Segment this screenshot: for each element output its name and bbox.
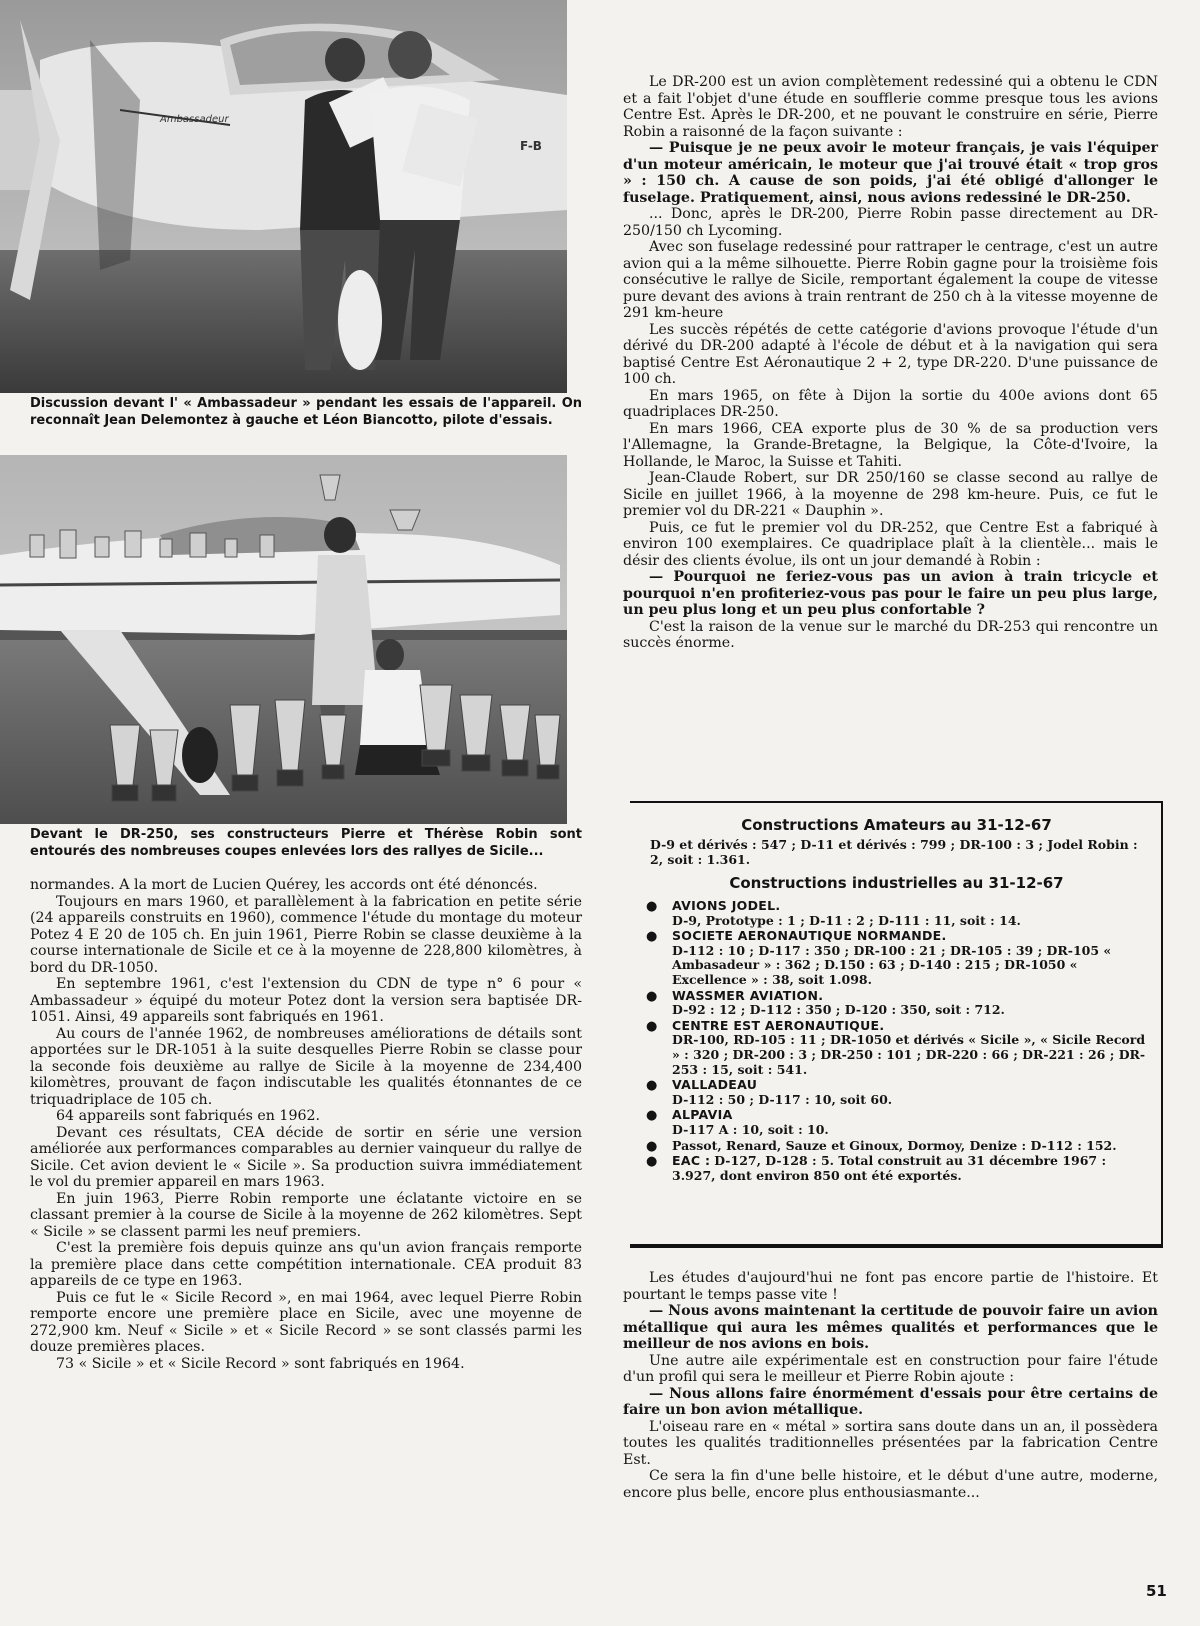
paragraph: Devant ces résultats, CEA décide de sortir en série une version améliorée aux performances comparables au dernier vainqueur du rallye de Sicile. Cet avion devient le « Sicile ». Sa production suivra immédiatement le vol du premier appareil en mars 1963. — [30, 1124, 582, 1190]
company-details: D-112 : 10 ; D-117 : 350 ; DR-100 : 21 ; DR-105 : 39 ; DR-105 « Ambasadeur » : 362 ; D.150 : 63 ; D-140 : 215 ; DR-1050 « Excellence » : 38, soit 1.098. — [672, 942, 1112, 987]
paragraph: En mars 1966, CEA exporte plus de 30 % de sa production vers l'Allemagne, la Grande-Bretagne, la Belgique, la Côte-d'Ivoire, la Hollande, le Maroc, la Suisse et Tahiti. — [623, 420, 1158, 470]
paragraph: En mars 1965, on fête à Dijon la sortie du 400e avions dont 65 quadriplaces DR-250. — [623, 387, 1158, 420]
production-statistics-box — [630, 801, 1163, 1248]
paragraph: Au cours de l'année 1962, de nombreuses améliorations de détails sont apportées sur le DR-1051 à la suite desquelles Pierre Robin se classe pour la seconde fois deuxième au rallye de Sicile à la moyenne de 234,400 kilomètres, prouvant de façon indiscutable les qualités étonnantes de ce triquadriplace de 105 ch. — [30, 1025, 582, 1108]
paragraph: Puis, ce fut le premier vol du DR-252, que Centre Est a fabriqué à environ 100 exemplaires. Ce quadriplace plaît à la clientèle... mais le désir des clients évolue, ils ont un jour demandé à Robin : — [623, 519, 1158, 569]
company-name: EAC : — [672, 1153, 711, 1169]
photo1-caption: Discussion devant l' « Ambassadeur » pendant les essais de l'appareil. On reconnaît Jean Delemontez à gauche et Léon Biancotto, pilote d'essais. — [30, 396, 582, 428]
left-column-text — [30, 877, 582, 1372]
paragraph: Toujours en mars 1960, et parallèlement à la fabrication en petite série (24 appareils construits en 1960), commence l'étude du montage du moteur Potez 4 E 20 de 105 ch. En juin 1961, Pierre Robin se classe deuxième à la course internationale de Sicile et ce à la moyenne de 228,800 kilomètres, à bord du DR-1050. — [30, 893, 582, 976]
company-details: D-92 : 12 ; D-112 : 350 ; D-120 : 350, soit : 712. — [672, 1002, 1005, 1018]
paragraph: Puis ce fut le « Sicile Record », en mai 1964, avec lequel Pierre Robin remporte encore une première place en Sicile, avec une moyenne de 272,900 km. Neuf « Sicile » et « Sicile Record » se sont classés parmi les douze premières places. — [30, 1289, 582, 1355]
bullet-icon: ● — [646, 988, 658, 1004]
bullet-icon: ● — [646, 1018, 658, 1034]
list-item — [644, 1139, 1149, 1154]
paragraph: C'est la raison de la venue sur le marché du DR-253 qui rencontre un succès énorme. — [623, 618, 1158, 651]
company-details: D-112 : 50 ; D-117 : 10, soit 60. — [672, 1091, 893, 1107]
paragraph: Jean-Claude Robert, sur DR 250/160 se classe second au rallye de Sicile en juillet 1966, à la moyenne de 298 km-heure. Puis, ce fut le premier vol du DR-221 « Dauphin ». — [623, 470, 1158, 519]
company-name: WASSMER AVIATION. — [672, 987, 824, 1003]
photo2-caption: Devant le DR-250, ses constructeurs Pierre et Thérèse Robin sont entourés des nombreuses coupes enlevées lors des rallyes de Sicile... — [30, 827, 582, 859]
paragraph: Les études d'aujourd'hui ne font pas encore partie de l'histoire. Et pourtant le temps passe vite ! — [623, 1270, 1158, 1303]
right-column-top-text — [623, 74, 1158, 652]
bullet-icon: ● — [646, 899, 658, 914]
photo-ambassadeur-discussion — [0, 0, 567, 393]
paragraph: C'est la première fois depuis quinze ans qu'un avion français remporte la première place dans cette compétition internationale. CEA produit 83 appareils de ce type en 1963. — [30, 1240, 582, 1289]
bullet-icon: ● — [646, 1154, 658, 1170]
amateurs-heading: Constructions Amateurs au 31-12-67 — [741, 816, 1052, 834]
paragraph: Ce sera la fin d'une belle histoire, et le début d'une autre, moderne, encore plus belle, encore plus enthousiasmante... — [623, 1468, 1158, 1501]
paragraph: En juin 1963, Pierre Robin remporte une éclatante victoire en se classant premier à la course de Sicile à la moyenne de 262 kilomètres. Sept « Sicile » se classent parmi les neuf premiers. — [30, 1190, 582, 1240]
company-name: AVIONS JODEL. — [672, 898, 781, 913]
quote-paragraph: — Nous allons faire énormément d'essais pour être certains de faire un bon avion métallique. — [623, 1385, 1158, 1418]
manufacturer-list — [644, 899, 1149, 1183]
quote-paragraph: — Pourquoi ne feriez-vous pas un avion à train tricycle et pourquoi n'en profiteriez-vous pas pour le faire un peu plus large, un peu plus long et un peu plus confortable ? — [623, 569, 1158, 618]
paragraph: Avec son fuselage redessiné pour rattraper le centrage, c'est un autre avion qui a la même silhouette. Pierre Robin gagne pour la troisième fois consécutive le rallye de Sicile, remportant également la coupe de vitesse pure devant des avions à train rentrant de 250 ch à la vitesse moyenne de 291 km-heure — [623, 239, 1158, 321]
paragraph: En septembre 1961, c'est l'extension du CDN de type n° 6 pour « Ambassadeur » équipé du moteur Potez dont la version sera baptisée DR-1051. Ainsi, 49 appareils sont fabriqués en 1961. — [30, 976, 582, 1025]
photo-dr250-trophies — [0, 455, 567, 824]
quote-paragraph: — Nous avons maintenant la certitude de pouvoir faire un avion métallique qui aura les mêmes qualités et performances que le meilleur de nos avions en bois. — [623, 1303, 1158, 1352]
company-name: VALLADEAU — [672, 1077, 758, 1093]
industrial-heading: Constructions industrielles au 31-12-67 — [729, 874, 1064, 892]
list-item — [644, 1154, 1149, 1183]
bullet-icon: ● — [646, 1108, 658, 1124]
registration-lettering: F-B — [520, 139, 542, 153]
bullet-icon: ● — [646, 1138, 658, 1154]
page-number: 51 — [1146, 1582, 1167, 1600]
paragraph: ... Donc, après le DR-200, Pierre Robin passe directement au DR-250/150 ch Lycoming. — [623, 206, 1158, 239]
company-name: SOCIETE AERONAUTIQUE NORMANDE. — [672, 928, 947, 944]
paragraph: 73 « Sicile » et « Sicile Record » sont fabriqués en 1964. — [56, 1355, 465, 1372]
amateurs-summary: D-9 et dérivés : 547 ; D-11 et dérivés : 799 ; DR-100 : 3 ; Jodel Robin : 2, soit : 1.361. — [650, 837, 1138, 867]
paragraph: 64 appareils sont fabriqués en 1962. — [56, 1108, 321, 1124]
company-details: Passot, Renard, Sauze et Ginoux, Dormoy, Denize : D-112 : 152. — [672, 1137, 1117, 1153]
list-item — [644, 989, 1149, 1018]
paragraph: normandes. A la mort de Lucien Quérey, les accords ont été dénoncés. — [30, 877, 538, 893]
list-item — [644, 1019, 1149, 1077]
ambassadeur-lettering: Ambassadeur — [160, 114, 229, 125]
paragraph: Les succès répétés de cette catégorie d'avions provoque l'étude d'un dérivé du DR-200 adapté à l'école de début et à la navigation qui sera baptisé Centre Est Aéronautique 2 + 2, type DR-220. D'une puissance de 100 ch. — [623, 321, 1158, 387]
bullet-icon: ● — [646, 929, 658, 945]
paragraph: L'oiseau rare en « métal » sortira sans doute dans un an, il possèdera toutes les qualités traditionnelles présentées par la fabrication Centre Est. — [623, 1418, 1158, 1468]
right-column-bottom-text — [623, 1270, 1158, 1501]
list-item — [644, 929, 1149, 987]
company-name: CENTRE EST AERONAUTIQUE. — [672, 1017, 885, 1033]
list-item — [644, 1078, 1149, 1107]
company-name: ALPAVIA — [672, 1107, 733, 1123]
company-details: D-9, Prototype : 1 ; D-11 : 2 ; D-111 : 11, soit : 14. — [672, 912, 1021, 928]
company-details: D-117 A : 10, soit : 10. — [672, 1121, 829, 1137]
bullet-icon: ● — [646, 1078, 658, 1094]
company-details: D-127, D-128 : 5. Total construit au 31 décembre 1967 : 3.927, dont environ 850 ont été exportés. — [672, 1153, 1107, 1183]
company-details: DR-100, RD-105 : 11 ; DR-1050 et dérivés « Sicile », « Sicile Record » : 320 ; DR-200 : 3 ; DR-250 : 101 ; DR-220 : 66 ; DR-221 : 26 ; DR-253 : 15, soit : 541. — [672, 1032, 1146, 1077]
list-item — [644, 1108, 1149, 1137]
list-item — [644, 899, 1149, 928]
quote-paragraph: — Puisque je ne peux avoir le moteur français, je vais l'équiper d'un moteur américain, le moteur que j'ai trouvé était « trop gros » : 150 ch. A cause de son poids, j'ai été obligé d'allonger le fuselage. Pratiquement, ainsi, nous avions redessiné le DR-250. — [623, 140, 1158, 206]
paragraph: Le DR-200 est un avion complètement redessiné qui a obtenu le CDN et a fait l'objet d'une étude en soufflerie comme presque tous les avions Centre Est. Après le DR-200, et ne pouvant le construire en série, Pierre Robin a raisonné de la façon suivante : — [623, 74, 1158, 140]
paragraph: Une autre aile expérimentale est en construction pour faire l'étude d'un profil qui sera le meilleur et Pierre Robin ajoute : — [623, 1352, 1158, 1385]
